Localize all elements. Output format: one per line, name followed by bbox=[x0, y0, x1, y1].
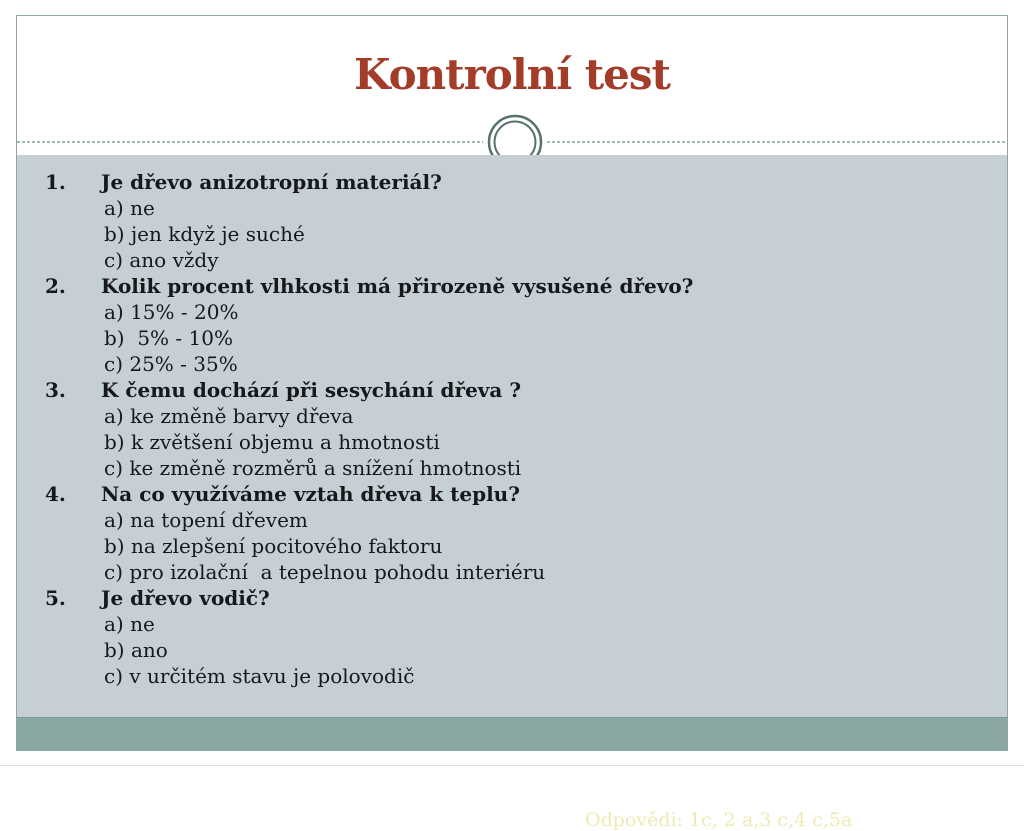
question-item bbox=[45, 481, 1007, 585]
answer-option: b) k zvětšení objemu a hmotnosti bbox=[104, 430, 440, 454]
answer-option: c) pro izolační a tepelnou pohodu interiéru bbox=[104, 560, 546, 584]
question-number: 1. bbox=[45, 170, 66, 194]
answer-option: a) ne bbox=[104, 612, 155, 636]
question-content bbox=[101, 377, 1007, 481]
question-content bbox=[101, 169, 1007, 273]
answer-option: c) 25% - 35% bbox=[104, 352, 238, 376]
question-text: K čemu dochází při sesychání dřeva ? bbox=[101, 378, 522, 402]
answer-option: c) ke změně rozměrů a snížení hmotnosti bbox=[104, 456, 522, 480]
question-number: 2. bbox=[45, 274, 66, 298]
answer-option: b) ano bbox=[104, 638, 168, 662]
question-item bbox=[45, 377, 1007, 481]
question-number: 3. bbox=[45, 378, 66, 402]
answer-option: a) ne bbox=[104, 196, 155, 220]
answer-option: a) 15% - 20% bbox=[104, 300, 239, 324]
answer-option: b) jen když je suché bbox=[104, 222, 305, 246]
slide-body bbox=[17, 155, 1007, 831]
question-content bbox=[101, 481, 1007, 585]
slide-title: Kontrolní test bbox=[354, 50, 670, 99]
question-content bbox=[101, 585, 1007, 689]
footer-bar bbox=[17, 717, 1007, 750]
question-number: 4. bbox=[45, 482, 66, 506]
question-text: Je dřevo vodič? bbox=[101, 586, 270, 610]
questions-list bbox=[17, 155, 1007, 689]
answers-note: Odpovědi: 1c, 2 a,3 c,4 c,5a bbox=[585, 809, 853, 831]
question-text: Kolik procent vlhkosti má přirozeně vysušené dřevo? bbox=[101, 274, 694, 298]
answer-option: b) 5% - 10% bbox=[104, 326, 233, 350]
question-content bbox=[101, 273, 1007, 377]
answer-option: a) ke změně barvy dřeva bbox=[104, 404, 354, 428]
question-number: 5. bbox=[45, 586, 66, 610]
question-item bbox=[45, 585, 1007, 689]
question-text: Je dřevo anizotropní materiál? bbox=[101, 170, 442, 194]
answer-option: c) v určitém stavu je polovodič bbox=[104, 664, 415, 688]
question-text: Na co využíváme vztah dřeva k teplu? bbox=[101, 482, 520, 506]
answer-option: c) ano vždy bbox=[104, 248, 219, 272]
page-bottom-line bbox=[0, 765, 1024, 766]
answer-option: a) na topení dřevem bbox=[104, 508, 308, 532]
question-item bbox=[45, 169, 1007, 273]
question-item bbox=[45, 273, 1007, 377]
answer-option: b) na zlepšení pocitového faktoru bbox=[104, 534, 443, 558]
slide-frame bbox=[16, 15, 1008, 831]
